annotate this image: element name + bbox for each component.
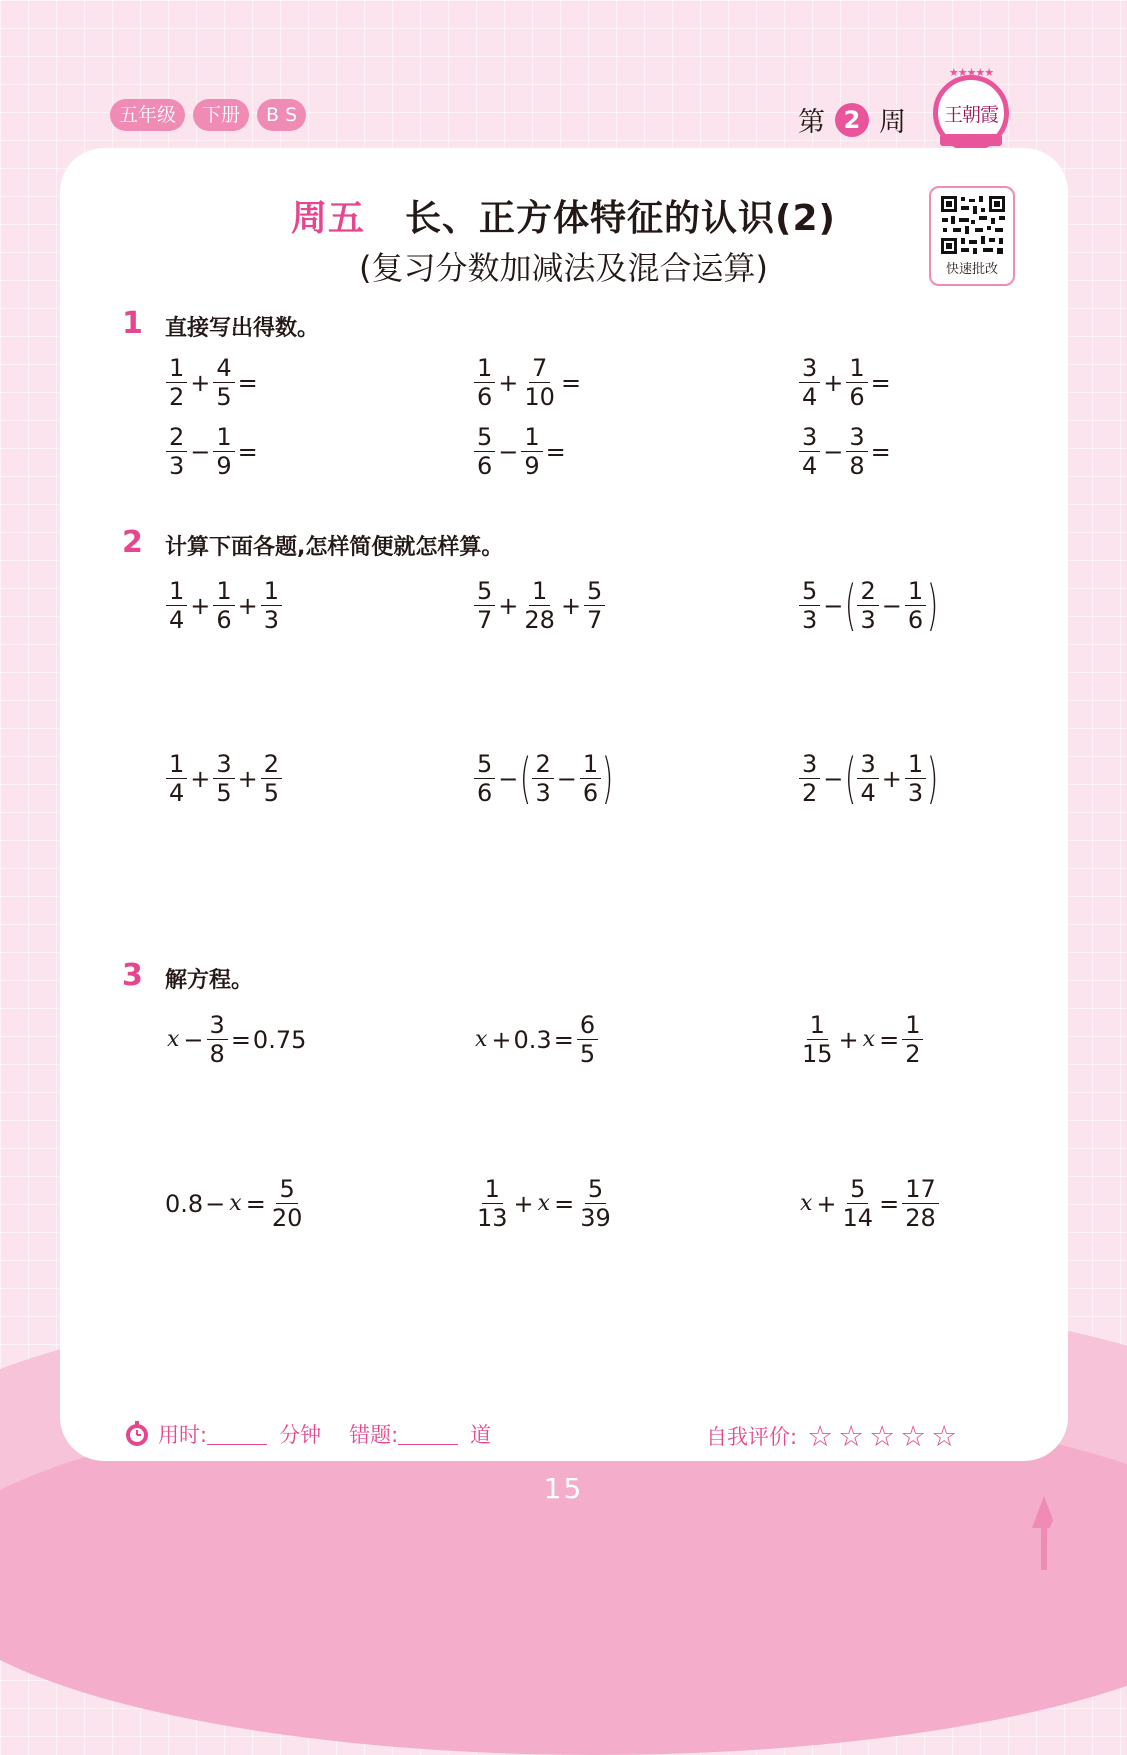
week-indicator (798, 100, 906, 139)
tag-grade: 五年级 (110, 99, 185, 131)
logo-stars-icon: ★★★★★ (948, 66, 994, 79)
qr-label: 快速批改 (945, 262, 998, 277)
equation: 0.8 − x = $\frac{5}{20}$ (165, 1175, 303, 1232)
section-1-text: 直接写出得数。 (165, 316, 320, 341)
title-text: 长、正方体特征的认识(2) (405, 198, 836, 239)
errors-blank[interactable] (398, 1424, 458, 1445)
minutes-label: 分钟 (279, 1423, 322, 1447)
week-prefix: 第 (798, 107, 825, 138)
page-number: 15 (543, 1472, 584, 1505)
equation: x − $\frac{3}{8}$ = 0.75 (167, 1011, 307, 1068)
logo-ribbon (940, 134, 1002, 146)
dao-label: 道 (470, 1423, 492, 1447)
rating-stars[interactable]: ☆☆☆☆☆ (807, 1419, 963, 1453)
expression: $\frac{5}{7}$ + $\frac{1}{28}$ + $\frac{5}{7}$ (473, 577, 606, 634)
expression: $\frac{5}{6}$ − ( $\frac{2}{3}$ − $\frac{1}{6}$ ) (473, 750, 613, 807)
time-label: 用时: (158, 1423, 208, 1447)
section-1-number: 1 (122, 306, 143, 341)
expression: $\frac{1}{4}$ + $\frac{3}{5}$ + $\frac{2}{5}$ (165, 750, 283, 807)
expression: $\frac{3}{2}$ − ( $\frac{3}{4}$ + $\frac{1}{3}$ ) (798, 750, 938, 807)
expression: $\frac{1}{4}$ + $\frac{1}{6}$ + $\frac{1}{3}$ (165, 577, 283, 634)
week-suffix: 周 (879, 107, 906, 138)
stopwatch-icon (124, 1421, 150, 1447)
errors-label: 错题: (349, 1423, 399, 1447)
section-2-text: 计算下面各题,怎样简便就怎样算。 (165, 535, 504, 560)
expression: $\frac{1}{2}$ + $\frac{4}{5}$ = (165, 354, 260, 411)
expression: $\frac{3}{4}$ + $\frac{1}{6}$ = (798, 354, 893, 411)
grade-tags (110, 99, 306, 131)
self-evaluation (706, 1419, 962, 1453)
logo-text: 王朝霞 (943, 104, 998, 126)
equation: $\frac{1}{13}$ + x = $\frac{5}{39}$ (477, 1175, 611, 1232)
equation: $\frac{1}{15}$ + x = $\frac{1}{2}$ (798, 1011, 924, 1068)
section-3-number: 3 (122, 958, 143, 993)
self-eval-label: 自我评价: (706, 1425, 798, 1449)
time-record (124, 1419, 491, 1449)
title-day: 周五 (291, 198, 366, 239)
section-3-text: 解方程。 (165, 968, 254, 993)
expression: $\frac{2}{3}$ − $\frac{1}{9}$ = (165, 423, 260, 480)
page-title (0, 190, 1127, 241)
tag-volume: 下册 (193, 99, 249, 131)
equation: x + $\frac{5}{14}$ = $\frac{17}{28}$ (798, 1175, 940, 1232)
tag-edition: B S (257, 99, 306, 131)
expression: $\frac{1}{6}$ + $\frac{7}{10}$ = (473, 354, 583, 411)
brand-logo (933, 66, 1009, 151)
section-2-number: 2 (122, 525, 143, 560)
time-blank[interactable] (207, 1424, 267, 1445)
arrow-up-icon (1030, 1492, 1074, 1570)
expression: $\frac{3}{4}$ − $\frac{3}{8}$ = (798, 423, 893, 480)
expression: $\frac{5}{6}$ − $\frac{1}{9}$ = (473, 423, 568, 480)
equation: x + 0.3 = $\frac{6}{5}$ (473, 1011, 599, 1068)
page-subtitle: (复习分数加减法及混合运算) (359, 249, 768, 287)
week-number: 2 (835, 103, 869, 137)
expression: $\frac{5}{3}$ − ( $\frac{2}{3}$ − $\frac{1}{6}$ ) (798, 577, 938, 634)
